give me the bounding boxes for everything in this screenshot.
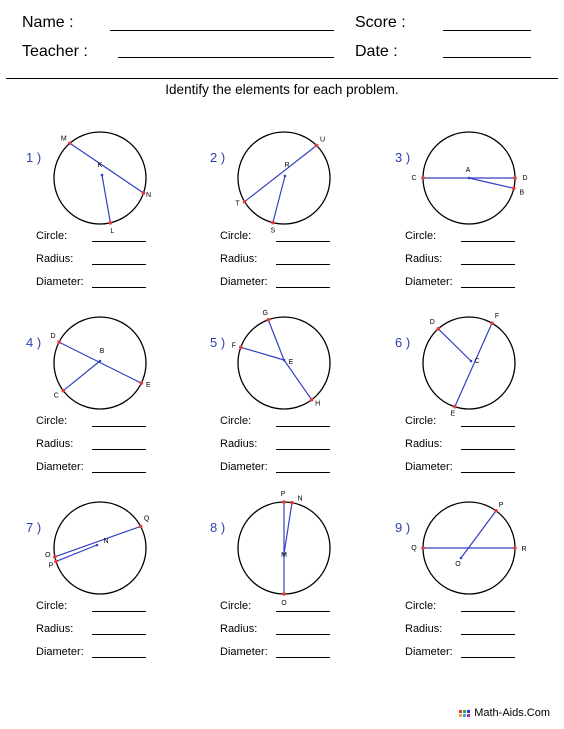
diameter-label: Diameter: (36, 461, 84, 473)
point-label-K: K (97, 162, 103, 169)
circle-label: Circle: (36, 600, 68, 612)
circle-diagram (210, 305, 370, 425)
point-label-O: O (45, 551, 51, 559)
segment-BC (63, 361, 100, 391)
problem-number: 2 ) (210, 150, 226, 165)
math-aids-logo-icon (459, 710, 470, 717)
circle-outline (238, 317, 330, 409)
point-label-E: E (288, 359, 294, 366)
point-R (284, 175, 287, 178)
problem-6 (395, 305, 564, 485)
point-D (436, 327, 440, 331)
point-M (68, 141, 72, 145)
circle-answer-line[interactable] (92, 241, 146, 242)
segment-NP (56, 545, 97, 561)
diameter-label: Diameter: (36, 646, 84, 658)
radius-answer-line[interactable] (461, 449, 515, 450)
diameter-label: Diameter: (220, 276, 268, 288)
point-label-P: P (48, 562, 54, 570)
circle-label: Circle: (36, 415, 68, 427)
problem-number: 3 ) (395, 150, 411, 165)
segment-OP (461, 511, 496, 558)
diameter-label: Diameter: (405, 276, 453, 288)
circle-outline (54, 132, 146, 224)
circle-answer-line[interactable] (92, 611, 146, 612)
point-label-N: N (297, 495, 303, 503)
circle-answer-line[interactable] (461, 241, 515, 242)
circle-diagram (26, 490, 186, 610)
circle-answer-line[interactable] (461, 426, 515, 427)
diameter-answer-line[interactable] (92, 287, 146, 288)
point-U (315, 144, 319, 148)
problem-number: 6 ) (395, 335, 411, 350)
point-label-N: N (103, 538, 109, 545)
segment-QO (55, 526, 141, 556)
point-Q (421, 546, 425, 550)
point-E (283, 359, 286, 362)
segment-RS (273, 176, 285, 223)
problem-5 (210, 305, 390, 485)
point-label-N: N (145, 191, 152, 199)
point-label-Q: Q (411, 545, 417, 552)
point-label-A: A (465, 167, 471, 174)
radius-answer-line[interactable] (276, 634, 330, 635)
diameter-answer-line[interactable] (92, 657, 146, 658)
problem-8 (210, 490, 390, 670)
point-label-L: L (110, 227, 115, 235)
problem-number: 1 ) (26, 150, 42, 165)
diameter-label: Diameter: (405, 461, 453, 473)
circle-diagram (395, 490, 555, 610)
point-label-P: P (280, 491, 286, 498)
radius-label: Radius: (405, 623, 443, 635)
problem-number: 8 ) (210, 520, 226, 535)
problem-7 (26, 490, 206, 670)
problem-9 (395, 490, 564, 670)
radius-answer-line[interactable] (276, 264, 330, 265)
diameter-answer-line[interactable] (92, 472, 146, 473)
point-label-O: O (281, 600, 287, 607)
point-S (271, 221, 275, 225)
radius-label: Radius: (220, 623, 258, 635)
point-G (266, 318, 270, 322)
diameter-label: Diameter: (36, 276, 84, 288)
date-label: Date : (355, 43, 398, 60)
circle-label: Circle: (36, 230, 68, 242)
point-O (53, 555, 57, 559)
segment-AB (469, 178, 514, 188)
point-label-M: M (60, 135, 67, 143)
circle-answer-line[interactable] (276, 241, 330, 242)
point-R (513, 546, 517, 550)
problem-2 (210, 120, 390, 300)
point-label-O: O (455, 561, 461, 568)
point-label-F: F (231, 342, 236, 350)
point-label-C: C (474, 358, 480, 365)
point-label-M: M (281, 552, 287, 559)
segment-CD (438, 329, 471, 361)
circle-answer-line[interactable] (92, 426, 146, 427)
point-T (243, 200, 247, 204)
point-E (453, 405, 457, 409)
point-label-E: E (450, 410, 456, 418)
diameter-answer-line[interactable] (461, 287, 515, 288)
radius-label: Radius: (36, 438, 74, 450)
point-C (61, 389, 65, 393)
point-L (109, 221, 113, 225)
score-label: Score : (355, 14, 406, 31)
problem-3 (395, 120, 564, 300)
circle-diagram (210, 120, 370, 240)
segment-FE (455, 323, 492, 407)
circle-label: Circle: (220, 415, 252, 427)
score-line[interactable] (443, 30, 531, 31)
point-P (494, 509, 498, 513)
circle-label: Circle: (405, 230, 437, 242)
circle-outline (423, 317, 515, 409)
point-label-R: R (521, 546, 527, 553)
point-D (513, 176, 517, 180)
brand-footer (459, 707, 550, 719)
radius-label: Radius: (405, 253, 443, 265)
point-label-B: B (99, 348, 105, 355)
point-A (468, 177, 471, 180)
point-K (101, 174, 104, 177)
diameter-label: Diameter: (220, 646, 268, 658)
radius-answer-line[interactable] (461, 634, 515, 635)
circle-diagram (395, 305, 555, 425)
diameter-answer-line[interactable] (276, 657, 330, 658)
point-label-T: T (235, 200, 240, 208)
point-O (282, 592, 286, 596)
point-B (99, 360, 102, 363)
radius-label: Radius: (36, 623, 74, 635)
instructions: Identify the elements for each problem. (165, 82, 399, 97)
problem-number: 4 ) (26, 335, 42, 350)
point-label-D: D (522, 175, 528, 182)
point-F (490, 321, 494, 325)
diameter-answer-line[interactable] (276, 287, 330, 288)
circle-outline (54, 502, 146, 594)
point-N (96, 544, 99, 547)
point-label-P: P (498, 501, 504, 509)
name-line[interactable] (110, 30, 334, 31)
circle-label: Circle: (220, 600, 252, 612)
point-P (282, 500, 286, 504)
point-E (140, 381, 144, 385)
point-label-U: U (319, 136, 326, 144)
problem-1 (26, 120, 206, 300)
circle-answer-line[interactable] (276, 426, 330, 427)
circle-label: Circle: (405, 415, 437, 427)
circle-diagram (395, 120, 555, 240)
point-label-S: S (270, 227, 276, 235)
point-label-R: R (284, 162, 290, 169)
problem-4 (26, 305, 206, 485)
diameter-answer-line[interactable] (461, 472, 515, 473)
brand-text: Math-Aids.Com (474, 707, 550, 719)
point-N (290, 501, 294, 505)
radius-label: Radius: (220, 253, 258, 265)
radius-answer-line[interactable] (92, 449, 146, 450)
radius-label: Radius: (36, 253, 74, 265)
radius-answer-line[interactable] (461, 264, 515, 265)
circle-diagram (210, 490, 370, 610)
point-C (421, 176, 425, 180)
radius-answer-line[interactable] (276, 449, 330, 450)
point-H (310, 398, 314, 402)
circle-diagram (26, 120, 186, 240)
name-label: Name : (22, 14, 74, 31)
radius-answer-line[interactable] (92, 634, 146, 635)
point-Q (139, 525, 143, 529)
circle-diagram (26, 305, 186, 425)
point-label-G: G (262, 309, 268, 317)
teacher-label: Teacher : (22, 43, 88, 60)
date-line[interactable] (443, 57, 531, 58)
point-C (470, 360, 473, 363)
point-D (57, 340, 61, 344)
point-P (54, 560, 58, 564)
point-label-D: D (429, 318, 435, 326)
diameter-answer-line[interactable] (461, 657, 515, 658)
circle-label: Circle: (405, 600, 437, 612)
point-label-F: F (494, 313, 500, 321)
segment-EF (241, 347, 284, 360)
problem-number: 7 ) (26, 520, 42, 535)
point-O (460, 557, 463, 560)
segment-KL (102, 175, 110, 223)
point-B (512, 187, 516, 191)
diameter-answer-line[interactable] (276, 472, 330, 473)
problem-number: 9 ) (395, 520, 411, 535)
radius-answer-line[interactable] (92, 264, 146, 265)
point-label-H: H (315, 400, 321, 408)
header-divider (6, 78, 558, 79)
segment-MN (70, 143, 144, 193)
point-label-C: C (53, 392, 59, 400)
circle-answer-line[interactable] (276, 611, 330, 612)
point-label-B: B (519, 189, 525, 197)
point-label-D: D (50, 333, 56, 341)
segment-EG (268, 320, 284, 360)
diameter-label: Diameter: (405, 646, 453, 658)
circle-answer-line[interactable] (461, 611, 515, 612)
radius-label: Radius: (220, 438, 258, 450)
problem-number: 5 ) (210, 335, 226, 350)
radius-label: Radius: (405, 438, 443, 450)
teacher-line[interactable] (118, 57, 334, 58)
point-label-E: E (146, 382, 151, 390)
circle-label: Circle: (220, 230, 252, 242)
segment-MN (284, 503, 292, 554)
point-label-Q: Q (143, 515, 150, 523)
point-N (142, 191, 146, 195)
point-F (239, 345, 243, 349)
diameter-label: Diameter: (220, 461, 268, 473)
point-label-C: C (411, 175, 417, 182)
